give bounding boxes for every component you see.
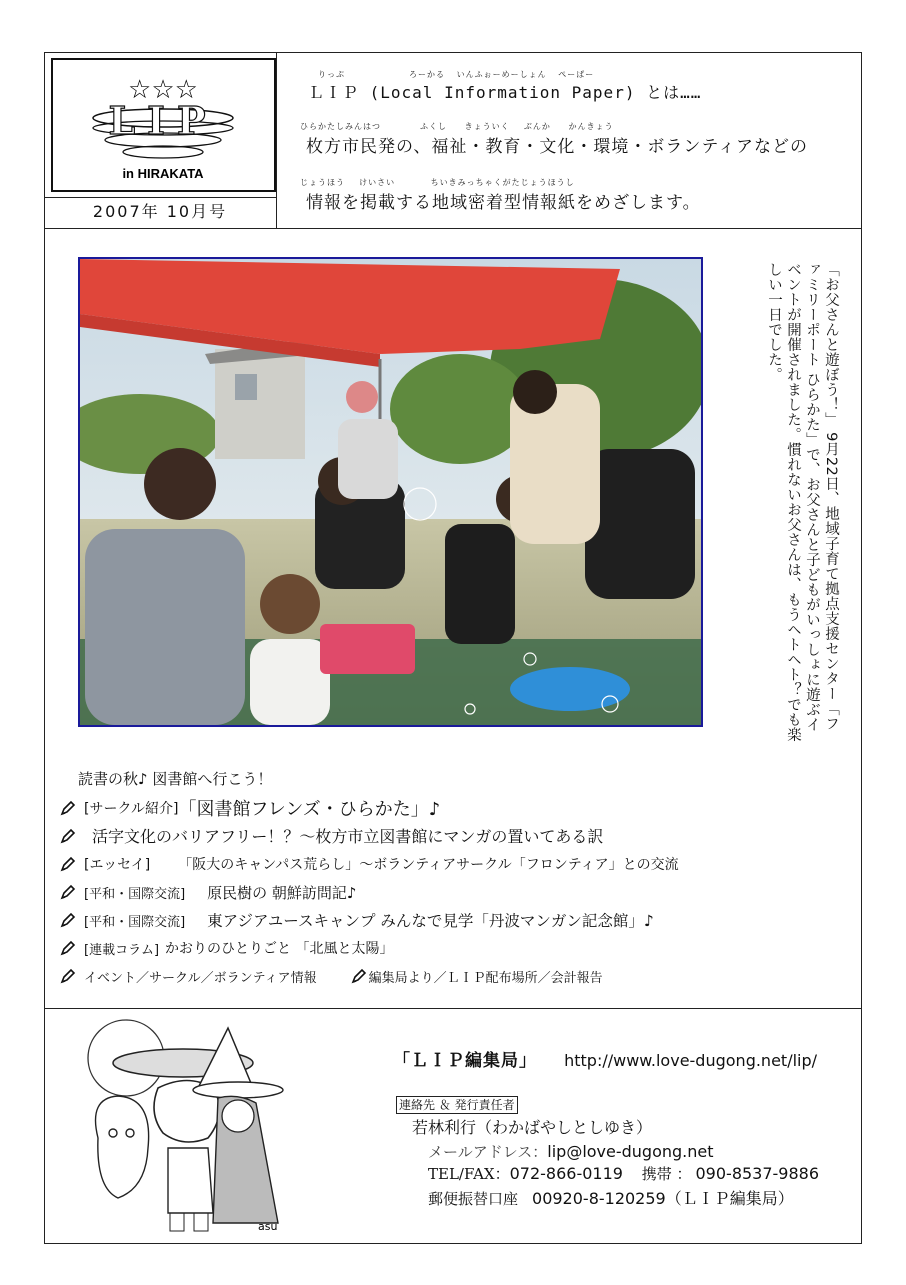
header-divider (44, 228, 862, 229)
list-item: [平和・国際交流] 原民樹の 朝鮮訪問記♪ (60, 878, 850, 906)
pen-icon (60, 912, 76, 928)
footer-divider (44, 1008, 862, 1009)
postal-line: 郵便振替口座 00920-8-120259（ＬＩＰ編集局） (428, 1189, 794, 1208)
article-text: 「お父さんと遊ぼう！」 9月22日、地域子育て拠点支援センター「ファミリーポート ひらかた」で、お父さんと子どもがいっしょに遊ぶイベントが開催されました。慣れないお父さんは、もうヘトヘト？でも楽しい一日でした。 (766, 262, 839, 742)
list-item: イベント／サークル／ボランティア情報 編集局より／ＬＩＰ配布場所／会計報告 (60, 962, 850, 990)
list-item: [サークル紹介] 「図書館フレンズ・ひらかた」♪ (60, 794, 850, 822)
website-link[interactable]: http://www.love-dugong.net/lip/ (564, 1051, 818, 1070)
character-illustration (78, 1018, 290, 1236)
event-photo (78, 257, 703, 727)
intro-line-2: ひらかたしみんはつ ふくし きょういく ぶんか かんきょう 枚方市民発の、福祉・教育・文化・環境・ボランティアなどの (300, 122, 808, 157)
phone-line: TEL/FAX：072-866-0119 携帯 ： 090-8537-9886 (428, 1164, 820, 1183)
editor-line: 「ＬＩＰ編集局」 http://www.love-dugong.net/lip/ (393, 1051, 818, 1071)
pen-icon (351, 968, 367, 984)
pen-icon (60, 856, 76, 872)
email-line: メールアドレス：lip@love-dugong.net (428, 1142, 714, 1161)
pen-icon (60, 800, 76, 816)
intro-line-1: りっぷ ろーかる いんふぉーめーしょん ぺーぱー ＬＩＰ (Local Information Paper) とは…… (308, 70, 702, 102)
email-link[interactable]: lip@love-dugong.net (547, 1142, 714, 1161)
intro-line-3: じょうほう けいさい ちいきみっちゃくがたじょうほうし 情報を掲載する地域密着型情報紙をめざします。 (300, 178, 701, 213)
logo-divider (276, 52, 277, 228)
contents-list (60, 794, 850, 990)
list-item: 活字文化のバリアフリー！？～枚方市立図書館にマンガの置いてある訳 (60, 822, 850, 849)
list-item: [連載コラム] かおりのひとりごと 「北風と太陽」 (60, 934, 850, 962)
issue-date: 2007年 10月号 (92, 202, 228, 221)
svg-text:☆☆☆: ☆☆☆ (128, 75, 198, 105)
contact-label: 連絡先 ＆ 発行責任者 (396, 1096, 518, 1114)
pen-icon (60, 884, 76, 900)
pen-icon (60, 828, 76, 844)
contents-heading: 読書の秋♪ 図書館へ行こう！ (78, 770, 273, 788)
svg-text:in HIRAKATA: in HIRAKATA (122, 166, 204, 181)
lip-logo (51, 58, 276, 192)
pen-icon (60, 968, 76, 984)
svg-text:asu: asu (258, 1220, 278, 1233)
list-item: [エッセイ] 「阪大のキャンパス荒らし」～ボランティアサークル「フロンティア」との交流 (60, 849, 850, 878)
list-item: [平和・国際交流] 東アジアユースキャンプ みんなで見学「丹波マンガン記念館」♪ (60, 906, 850, 934)
pen-icon (60, 940, 76, 956)
svg-text:LIP: LIP (108, 98, 218, 143)
publisher-name: 若林利行（わかばやしとしゆき） (412, 1118, 653, 1137)
